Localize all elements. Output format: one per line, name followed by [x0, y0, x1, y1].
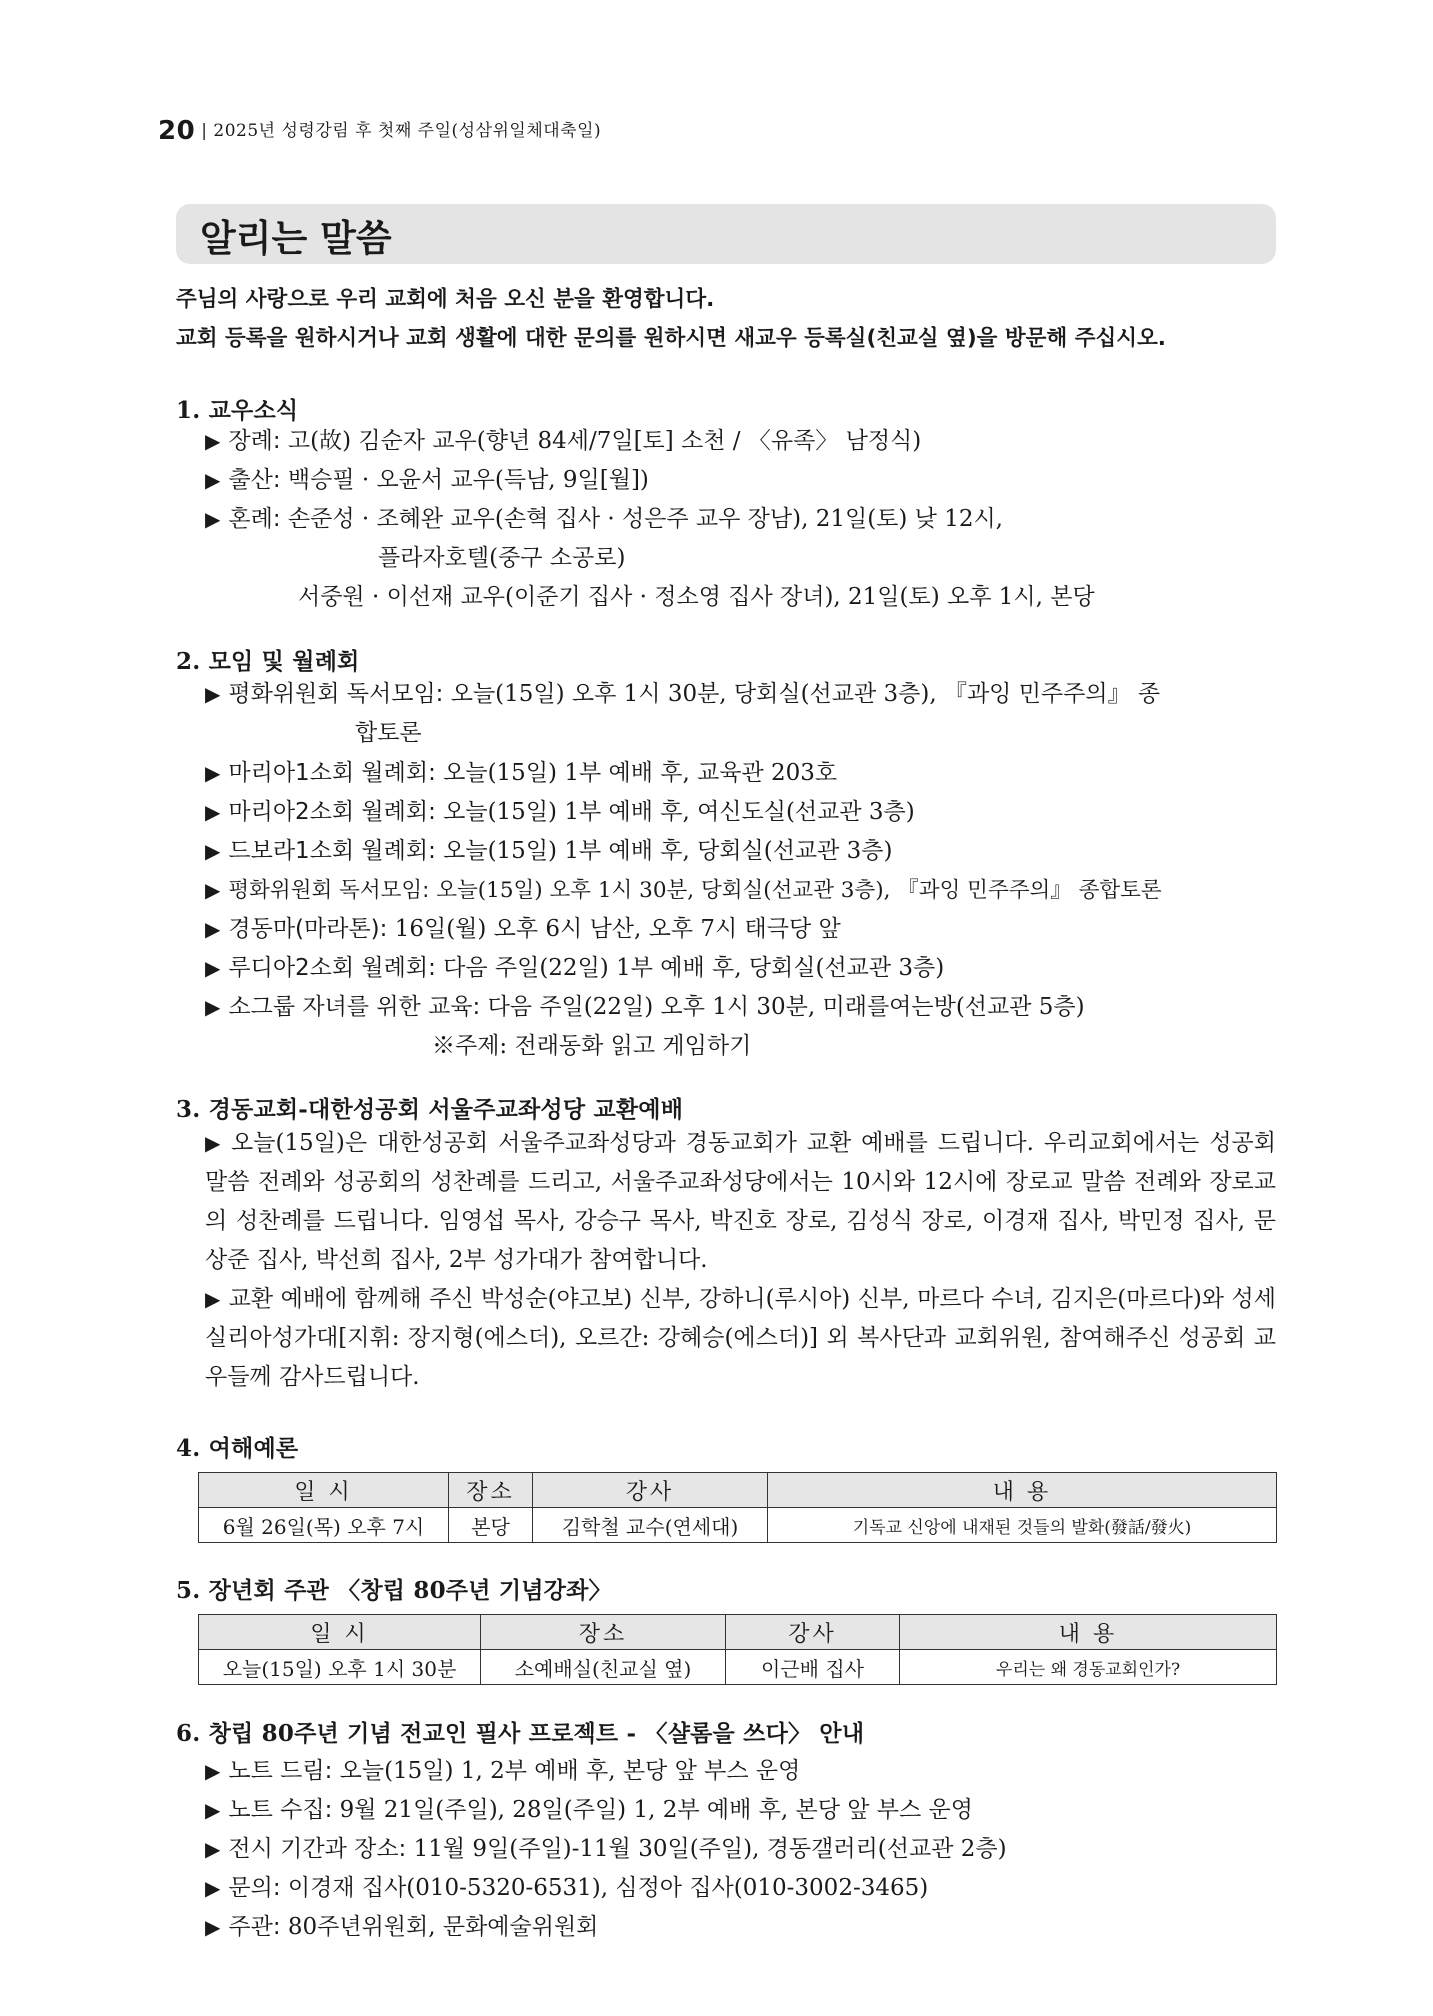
list-item-meeting-2: ▶ 마리아1소회 월례회: 오늘(15일) 1부 예배 후, 교육관 203호	[205, 760, 838, 786]
list-item-project-2: ▶ 노트 수집: 9월 21일(주일), 28일(주일) 1, 2부 예배 후, 본당 앞 부스 운영	[205, 1797, 973, 1823]
section-3-title: 3. 경동교회-대한성공회 서울주교좌성당 교환예배	[176, 1096, 684, 1123]
table-header-row: 일 시 장소 강사 내 용	[199, 1615, 1277, 1650]
bullet-icon: ▶	[205, 761, 221, 785]
list-item-meeting-7: ▶ 루디아2소회 월례회: 다음 주일(22일) 1부 예배 후, 당회실(선교관 3층)	[205, 955, 945, 981]
running-title: 2025년 성령강림 후 첫째 주일(성삼위일체대축일)	[213, 121, 602, 141]
paragraph-thanks: ▶ 교환 예배에 함께해 주신 박성순(야고보) 신부, 강하니(루시아) 신부, 마르다 수녀, 김지은(마르다)와 성세실리아성가대[지휘: 장지형(에스더), 오르간: 강혜승(에스더)] 외 복사단과 교회위원, 참여해주신 성공회 교우들께 감사드립니다.	[205, 1286, 1276, 1390]
bullet-icon: ▶	[205, 995, 221, 1019]
bullet-icon: ▶	[205, 1131, 224, 1155]
bullet-icon: ▶	[205, 682, 221, 706]
bullet-icon: ▶	[205, 1759, 221, 1783]
bullet-icon: ▶	[205, 1915, 221, 1939]
list-item-meeting-1-cont: 합토론	[355, 720, 422, 746]
list-item-project-1: ▶ 노트 드림: 오늘(15일) 1, 2부 예배 후, 본당 앞 부스 운영	[205, 1758, 801, 1784]
header-separator: |	[201, 121, 208, 141]
page-number: 20	[158, 116, 196, 146]
bullet-icon: ▶	[205, 800, 221, 824]
bullet-icon: ▶	[205, 956, 221, 980]
list-item-meeting-4: ▶ 드보라1소회 월례회: 오늘(15일) 1부 예배 후, 당회실(선교관 3층)	[205, 838, 893, 864]
list-item-meeting-1: ▶ 평화위원회 독서모임: 오늘(15일) 오후 1시 30분, 당회실(선교관 3층), 『과잉 민주주의』 종	[205, 681, 1161, 707]
lecture-table-1	[198, 1472, 1277, 1543]
list-item-meeting-8: ▶ 소그룹 자녀를 위한 교육: 다음 주일(22일) 오후 1시 30분, 미래를여는방(선교관 5층)	[205, 994, 1085, 1020]
bullet-icon: ▶	[205, 878, 221, 902]
section-5-title: 5. 장년회 주관 〈창립 80주년 기념강좌〉	[176, 1577, 612, 1604]
table-row: 오늘(15일) 오후 1시 30분 소예배실(친교실 옆) 이근배 집사 우리는 왜 경동교회인가?	[199, 1650, 1277, 1685]
bullet-icon: ▶	[205, 507, 221, 531]
running-header	[158, 116, 601, 146]
bullet-icon: ▶	[205, 1287, 221, 1311]
section-6-title: 6. 창립 80주년 기념 전교인 필사 프로젝트 - 〈샬롬을 쓰다〉 안내	[176, 1720, 865, 1747]
intro-line-2: 교회 등록을 원하시거나 교회 생활에 대한 문의를 원하시면 새교우 등록실(친교실 옆)을 방문해 주십시오.	[176, 326, 1166, 351]
section-1-title: 1. 교우소식	[176, 397, 299, 424]
bullet-icon: ▶	[205, 1798, 221, 1822]
list-item-meeting-5: ▶ 평화위원회 독서모임: 오늘(15일) 오후 1시 30분, 당회실(선교관 3층), 『과잉 민주주의』 종합토론	[205, 878, 1162, 903]
list-item-project-5: ▶ 주관: 80주년위원회, 문화예술위원회	[205, 1914, 599, 1940]
table-header-row: 일 시 장소 강사 내 용	[199, 1473, 1277, 1508]
page-title-bar	[176, 204, 1276, 264]
bullet-icon: ▶	[205, 429, 221, 453]
page-title: 알리는 말씀	[200, 217, 392, 260]
list-item-meeting-3: ▶ 마리아2소회 월례회: 오늘(15일) 1부 예배 후, 여신도실(선교관 3층)	[205, 799, 915, 825]
bullet-icon: ▶	[205, 1837, 221, 1861]
bullet-icon: ▶	[205, 468, 221, 492]
list-item-meeting-6: ▶ 경동마(마라톤): 16일(월) 오후 6시 남산, 오후 7시 태극당 앞	[205, 916, 841, 942]
list-item-project-4: ▶ 문의: 이경재 집사(010-5320-6531), 심정아 집사(010-3002-3465)	[205, 1875, 929, 1901]
section-4-title: 4. 여해예론	[176, 1435, 299, 1462]
bullet-icon: ▶	[205, 917, 221, 941]
list-item-wedding-cont: 플라자호텔(중구 소공로)	[378, 545, 626, 571]
paragraph-exchange-service: ▶ 오늘(15일)은 대한성공회 서울주교좌성당과 경동교회가 교환 예배를 드립니다. 우리교회에서는 성공회 말씀 전례와 성공회의 성찬례를 드리고, 서울주교좌성당에서는 10시와 12시에 장로교 말씀 전례와 장로교의 성찬례를 드립니다. 임영섭 목사, 강승구 목사, 박진호 장로, 김성식 장로, 이경재 집사, 박민정 집사, 문상준 집사, 박선희 집사, 2부 성가대가 참여합니다.	[205, 1130, 1276, 1273]
bullet-icon: ▶	[205, 839, 221, 863]
list-item-funeral: ▶ 장례: 고(故) 김순자 교우(향년 84세/7일[토] 소천 / 〈유족〉 남정식)	[205, 428, 922, 454]
list-item-project-3: ▶ 전시 기간과 장소: 11월 9일(주일)-11월 30일(주일), 경동갤러리(선교관 2층)	[205, 1836, 1007, 1862]
table-row: 6월 26일(목) 오후 7시 본당 김학철 교수(연세대) 기독교 신앙에 내재된 것들의 발화(發話/發火)	[199, 1508, 1277, 1543]
list-item-birth: ▶ 출산: 백승필 · 오윤서 교우(득남, 9일[월])	[205, 467, 649, 493]
list-item-meeting-8-note: ※주제: 전래동화 읽고 게임하기	[432, 1033, 752, 1059]
list-item-wedding-2: 서중원 · 이선재 교우(이준기 집사 · 정소영 집사 장녀), 21일(토) 오후 1시, 본당	[298, 584, 1095, 610]
lecture-table-2	[198, 1614, 1277, 1685]
intro-line-1: 주님의 사랑으로 우리 교회에 처음 오신 분을 환영합니다.	[176, 287, 715, 312]
list-item-wedding: ▶ 혼례: 손준성 · 조혜완 교우(손혁 집사 · 성은주 교우 장남), 21일(토) 낮 12시,	[205, 506, 1003, 532]
bullet-icon: ▶	[205, 1876, 221, 1900]
section-2-title: 2. 모임 및 월례회	[176, 648, 360, 675]
